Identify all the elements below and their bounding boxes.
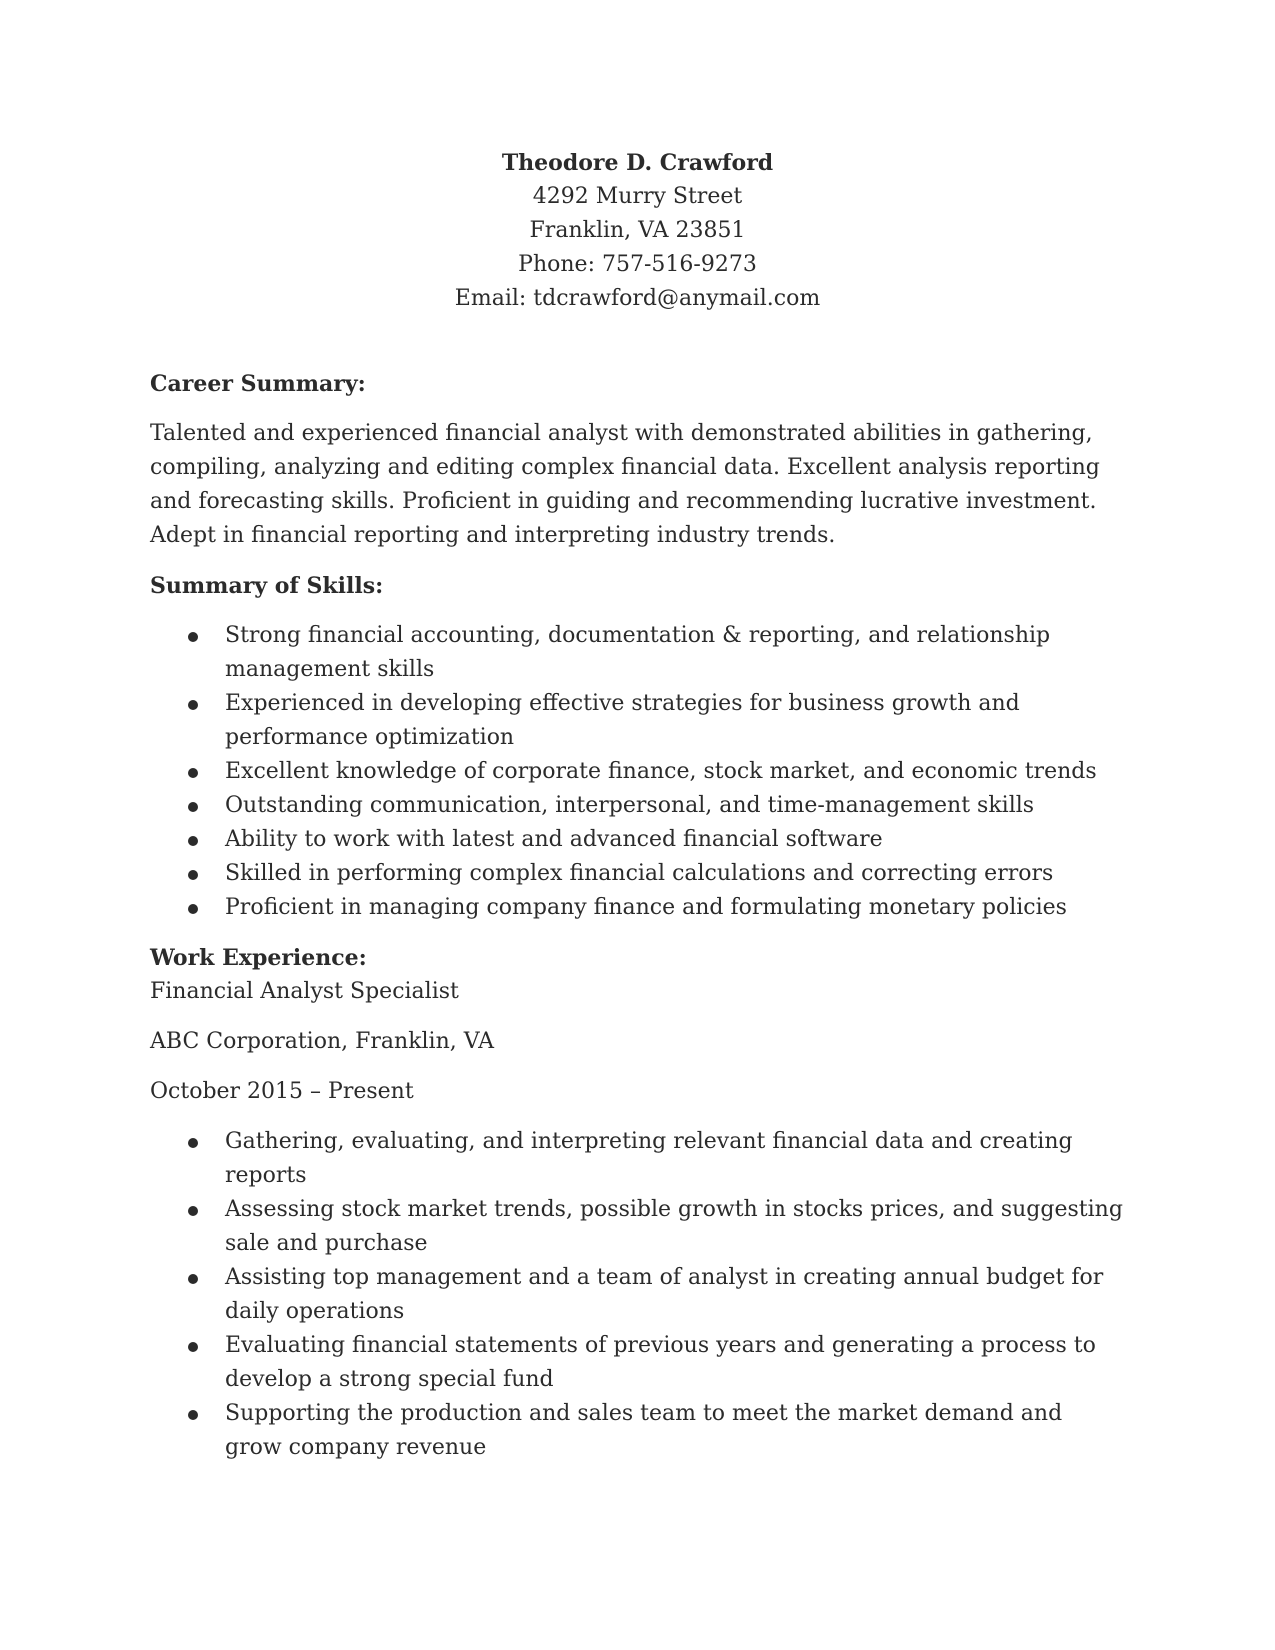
phone-number: Phone: 757-516-9273 xyxy=(518,252,757,277)
list-item xyxy=(150,687,1125,755)
list-item xyxy=(150,755,1125,789)
bullet-icon xyxy=(188,836,198,846)
responsibility-text: Assisting top management and a team of analyst in creating annual budget for daily operations xyxy=(225,1265,1104,1324)
list-item xyxy=(150,891,1125,925)
responsibility-text: Gathering, evaluating, and interpreting relevant financial data and creating reports xyxy=(225,1129,1073,1188)
bullet-icon xyxy=(188,1342,198,1352)
responsibilities-list xyxy=(150,1125,1125,1465)
bullet-icon xyxy=(188,1274,198,1284)
list-item xyxy=(150,619,1125,687)
skill-text: Outstanding communication, interpersonal, and time-management skills xyxy=(225,793,1035,818)
bullet-icon xyxy=(188,802,198,812)
list-item xyxy=(150,1397,1125,1465)
bullet-icon xyxy=(188,1206,198,1216)
skill-text: Skilled in performing complex financial calculations and correcting errors xyxy=(225,861,1054,886)
email-address: Email: tdcrawford@anymail.com xyxy=(454,286,821,311)
skill-text: Excellent knowledge of corporate finance, stock market, and economic trends xyxy=(225,759,1097,784)
list-item xyxy=(150,789,1125,823)
bullet-icon xyxy=(188,1138,198,1148)
skill-text: Ability to work with latest and advanced financial software xyxy=(225,827,883,852)
bullet-icon xyxy=(188,904,198,914)
bullet-icon xyxy=(188,768,198,778)
responsibility-text: Evaluating financial statements of previous years and generating a process to develop a strong special fund xyxy=(225,1333,1096,1392)
bullet-icon xyxy=(188,700,198,710)
list-item xyxy=(150,1261,1125,1329)
bullet-icon xyxy=(188,1410,198,1420)
contact-header xyxy=(0,146,1275,316)
skill-text: Proficient in managing company finance and formulating monetary policies xyxy=(225,895,1067,920)
responsibility-text: Supporting the production and sales team to meet the market demand and grow company revenue xyxy=(225,1401,1063,1460)
skill-text: Experienced in developing effective strategies for business growth and performance optimization xyxy=(225,691,1020,750)
career-summary-heading: Career Summary: xyxy=(150,371,366,397)
job-title: Financial Analyst Specialist xyxy=(150,979,459,1004)
street-address: 4292 Murry Street xyxy=(532,184,743,209)
skills-heading: Summary of Skills: xyxy=(150,573,384,599)
list-item xyxy=(150,1329,1125,1397)
list-item xyxy=(150,857,1125,891)
resume-body xyxy=(150,367,1125,1481)
skills-list xyxy=(150,619,1125,925)
bullet-icon xyxy=(188,632,198,642)
candidate-name: Theodore D. Crawford xyxy=(501,150,774,176)
list-item xyxy=(150,1125,1125,1193)
list-item xyxy=(150,823,1125,857)
career-summary-text: Talented and experienced financial analyst with demonstrated abilities in gathering, compiling, analyzing and editing complex financial data. Excellent analysis reporting and forecasting skills. Proficient in guiding and recommending lucrative investment. Adept in financial reporting and interpreting industry trends. xyxy=(150,421,1100,548)
city-state-zip: Franklin, VA 23851 xyxy=(529,218,746,243)
skill-text: Strong financial accounting, documentation & reporting, and relationship management skills xyxy=(225,623,1051,682)
responsibility-text: Assessing stock market trends, possible growth in stocks prices, and suggesting sale and purchase xyxy=(225,1197,1123,1256)
company-location: ABC Corporation, Franklin, VA xyxy=(150,1029,495,1054)
work-experience-heading: Work Experience: xyxy=(150,945,367,971)
list-item xyxy=(150,1193,1125,1261)
employment-dates: October 2015 – Present xyxy=(150,1079,414,1104)
bullet-icon xyxy=(188,870,198,880)
